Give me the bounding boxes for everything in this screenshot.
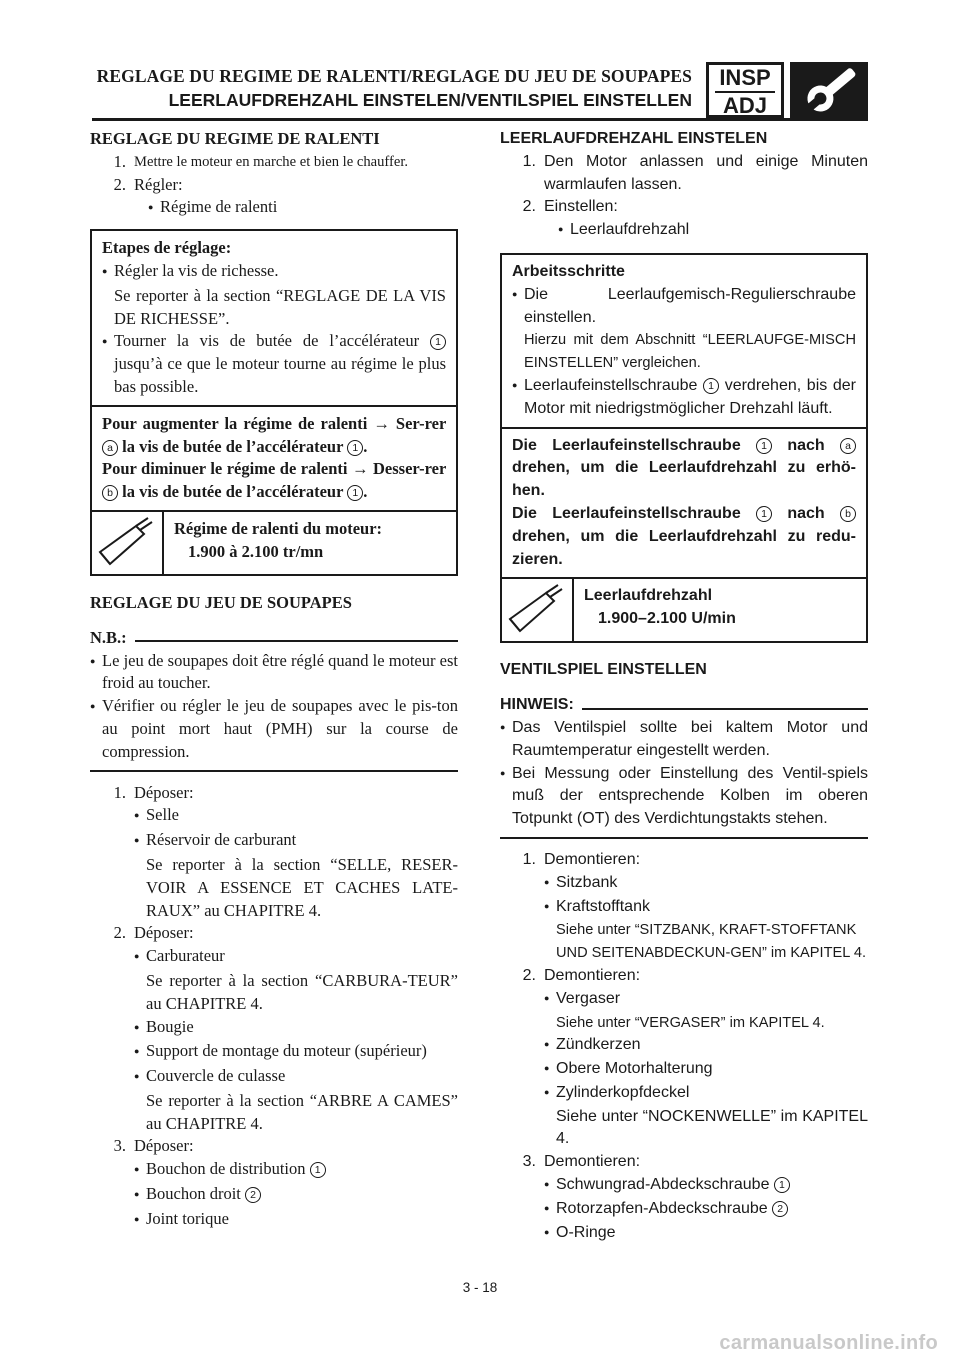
de-step-2 [500,965,868,988]
text-part: drehen, um die Leerlaufdrehzahl zu redu-zieren. [512,527,856,568]
de-box-item-1 [512,284,856,330]
text-part: Die Leerlaufeinstellschraube [512,436,741,454]
header-title-de: LEERLAUFDREHZAHL EINSTELEN/VENTILSPIEL EINSTELLEN [168,90,692,110]
de-idle-step-1 [500,151,868,197]
bullet-text: Das Ventilspiel sollte bei kaltem Motor und Raumtemperatur eingestellt werden. [512,718,868,759]
fr-note-header [90,627,458,650]
text-part: nach [787,504,825,522]
step-text: Den Motor anlassen und einige Minuten warmlaufen lassen. [544,152,868,193]
bullet-icon [544,1034,556,1058]
text-part: Pour augmenter la régime de ralenti → Ser-rer [102,413,446,433]
text-part: verdrehen, bis der Motor mit niedrigstmöglicher Drehzahl läuft. [524,376,856,417]
fr-idle-title: REGLAGE DU REGIME DE RALENTI [90,129,380,148]
fr-adjust-box [90,229,458,576]
fr-s3-item-3 [134,1208,458,1233]
step-text: Déposer: [134,782,194,802]
step-number: 3. [113,1136,126,1156]
fr-idle-step-2-item [90,196,458,221]
bullet-icon [90,650,102,696]
ref-number-2: 2 [772,1201,788,1217]
de-valve-title: VENTILSPIEL EINSTELLEN [500,661,707,679]
fr-step-2 [90,922,458,945]
de-box-item-2 [512,375,856,421]
de-spec-row [502,577,866,641]
note-label: N.B.: [90,627,127,647]
text-part: la vis de butée de l’accélérateur [122,482,344,502]
note-rule [135,640,458,642]
wrench-icon [790,62,868,118]
de-s2-item-1 [544,988,868,1012]
de-box-item-1-ref: Hierzu mit dem Abschnitt “LEERLAUFGE-MISCH EINSTELLEN” vergleichen. [524,332,856,372]
de-idle-step-2 [500,196,868,219]
fr-s3-item-1 [134,1158,458,1183]
spec-tool-icon [92,512,164,574]
ref-number-1: 1 [347,485,363,501]
ref-number-1: 1 [756,506,772,522]
fr-adjust-steps [92,231,456,405]
bullet-text: Vérifier ou régler le jeu de soupapes avec le pis-ton au point mort haut (PMH) sur la course de compression. [102,696,458,761]
fr-adjust-direction [92,405,456,510]
bullet-text: Vergaser [556,989,621,1007]
bullet-icon [148,196,160,221]
de-s1-item-1 [544,872,868,896]
bullet-text: Leerlaufdrehzahl [570,221,690,239]
bullet-icon [134,1183,146,1208]
bullet-icon [134,1016,146,1041]
de-note-header [500,694,868,717]
bullet-icon [134,829,146,854]
fr-step-1-items [90,804,458,922]
fr-spec-values [164,512,456,574]
bullet-text: Bougie [146,1016,194,1036]
step-text: Demontieren: [544,1153,641,1171]
text-part: Tourner la vis de butée de l’accélérateur [114,331,420,351]
fr-s2-item-1 [134,945,458,970]
note-label: HINWEIS: [500,696,574,714]
step-number: 1. [113,151,126,171]
step-text: Déposer: [134,1136,194,1156]
text-part: Bouchon de distribution [146,1159,306,1179]
step-number: 1. [113,782,126,802]
text-part: Rotorzapfen-Abdeckschraube [556,1199,768,1217]
text-part: Pour diminuer le régime de ralenti → Desser-rer [102,459,446,479]
bullet-icon [544,872,556,896]
step-text: Régler: [134,174,183,194]
step-text: Déposer: [134,923,194,943]
bullet-icon [544,1174,556,1198]
bullet-text: Régime de ralenti [160,197,278,217]
bullet-text: Selle [146,805,179,825]
bullet-icon [512,284,524,330]
bullet-text: Zylinderkopfdeckel [556,1083,690,1101]
bullet-text [556,1174,868,1198]
bullet-text: Joint torique [146,1208,229,1228]
fr-box-item-2 [102,330,446,398]
text-part: Leerlaufeinstellschraube [524,376,698,394]
de-s1-item-2 [544,896,868,920]
page-number: 3 - 18 [462,1280,498,1295]
step-number: 3. [522,1153,536,1171]
bullet-text: Le jeu de soupapes doit être réglé quand le moteur est froid au toucher. [102,650,458,693]
de-step-1-items [500,872,868,965]
fr-spec-row [92,510,456,574]
de-s3-item-2 [544,1198,868,1222]
fr-spec-value: 1.900 à 2.100 tr/mn [188,541,324,561]
fr-idle-step-2 [90,174,458,197]
bullet-icon [134,804,146,829]
ref-letter-b: b [102,485,118,501]
fr-increase-text: Pour augmenter la régime de ralenti → Ser-rer a la vis de butée de l’accélérateur 1 . [102,413,446,456]
de-idle-step-2-item [500,219,868,243]
bullet-icon [500,717,512,763]
bullet-icon [544,1222,556,1246]
step-text: Demontieren: [544,850,641,868]
de-s2-item-4-ref: Siehe unter “NOCKENWELLE” im KAPITEL 4. [556,1107,868,1148]
de-s2-item-3 [544,1058,868,1082]
bullet-text: Régler la vis de richesse. [114,260,279,280]
fr-note-2 [90,695,458,763]
de-s2-item-1-ref: Siehe unter “VERGASER” im KAPITEL 4. [556,1014,825,1031]
text-part: jusqu’à ce que le moteur tourne au régime le plus bas possible. [114,354,446,396]
ref-letter-b: b [840,506,856,522]
bullet-text: Support de montage du moteur (supérieur) [146,1041,427,1061]
de-step-1 [500,849,868,872]
de-increase-text [512,435,856,503]
bullet-text: Réservoir de carburant [146,830,297,850]
bullet-text [556,1198,868,1222]
bullet-icon [134,1158,146,1183]
bullet-text: O-Ringe [556,1223,616,1241]
fr-box-item-1 [102,260,446,285]
bullet-icon [102,330,114,398]
fr-note-1 [90,650,458,696]
de-s3-item-3 [544,1222,868,1246]
fr-s1-item-1 [134,804,458,829]
de-decrease-text [512,503,856,571]
text-part: Die Leerlaufeinstellschraube [512,504,741,522]
step-number: 2. [113,923,126,943]
de-spec-value: 1.900–2.100 U/min [598,610,736,628]
bullet-text: Kraftstofftank [556,897,650,915]
fr-s2-item-2 [134,1016,458,1041]
note-rule [582,708,868,710]
bullet-icon [134,1040,146,1065]
fr-box-item-1-ref: Se reporter à la section “REGLAGE DE LA VIS DE RICHESSE”. [114,285,446,328]
de-adjust-steps [502,255,866,427]
note-end-rule [500,837,868,839]
ref-number-1: 1 [703,378,719,394]
step-text: Demontieren: [544,966,641,984]
text-part: Schwungrad-Abdeckschraube [556,1176,770,1194]
bullet-text [146,1183,458,1208]
bullet-icon [544,1082,556,1106]
bullet-icon [134,945,146,970]
de-adjust-box [500,253,868,643]
ref-letter-a: a [840,438,856,454]
header-title-fr: REGLAGE DU REGIME DE RALENTI/REGLAGE DU JEU DE SOUPAPES [96,66,692,86]
text-part: Bouchon droit [146,1184,241,1204]
bullet-text [146,1158,458,1183]
bullet-icon [134,1208,146,1233]
step-text: Mettre le moteur en marche et bien le chauffer. [134,153,409,170]
bullet-text: Zündkerzen [556,1036,641,1054]
step-number: 1. [522,152,536,170]
bullet-icon [90,695,102,763]
fr-step-3 [90,1135,458,1158]
fr-step-1 [90,782,458,805]
fr-box-title: Etapes de réglage: [102,238,232,258]
de-s3-item-1 [544,1174,868,1198]
de-spec-values [574,579,866,641]
ref-number-1: 1 [430,334,446,350]
fr-idle-step-1 [90,151,458,174]
step-number: 2. [522,198,536,216]
bullet-text: Couvercle de culasse [146,1066,286,1086]
fr-step-3-items [90,1158,458,1232]
fr-decrease-text: Pour diminuer le régime de ralenti → Desser-rer b la vis de butée de l’accélérateur 1 . [102,459,446,502]
de-note-2 [500,763,868,831]
de-s1-item-2-ref: Siehe unter “SITZBANK, KRAFT-STOFFTANK UND SEITENABDECKUN-GEN” im KAPITEL 4. [556,922,867,962]
fr-s1-item-2-ref: Se reporter à la section “SELLE, RESER-VOIR A ESSENCE ET CACHES LATE-RAUX” au CHAPITRE 4. [146,854,458,920]
de-idle-title: LEERLAUFDREHZAHL EINSTELEN [500,130,768,147]
bullet-icon [544,988,556,1012]
step-number: 2. [522,966,536,984]
insp-adj-badge [706,62,784,118]
french-column [90,128,458,1233]
fr-s2-item-4-ref: Se reporter à la section “ARBRE A CAMES” au CHAPITRE 4. [146,1090,458,1133]
fr-spec-label: Régime de ralenti du moteur: [174,518,383,538]
ref-number-1: 1 [310,1162,326,1178]
step-number: 1. [522,850,536,868]
bullet-text: Obere Motorhalterung [556,1060,713,1078]
ref-number-1: 1 [756,438,772,454]
fr-s2-item-3 [134,1040,458,1065]
bullet-text: Bei Messung oder Einstellung des Ventil-spiels muß der entsprechende Kolben im oberen Totpunkt (OT) des Verdichtungstakts stehen. [512,764,868,828]
spec-tool-icon [502,579,574,641]
text-part: la vis de butée de l’accélérateur [122,436,344,456]
fr-step-2-items [90,945,458,1135]
watermark: carmanualsonline.info [719,1332,938,1354]
fr-s3-item-2 [134,1183,458,1208]
bullet-text: Sitzbank [556,873,618,891]
badge-top: INSP [719,65,771,90]
fr-valve-title: REGLAGE DU JEU DE SOUPAPES [90,592,352,612]
de-step-3 [500,1151,868,1174]
ref-number-2: 2 [245,1187,261,1203]
text-part: drehen, um die Leerlaufdrehzahl zu erhö-hen. [512,459,856,500]
bullet-icon [544,1198,556,1222]
de-s2-item-4 [544,1082,868,1106]
de-note-1 [500,717,868,763]
bullet-text [524,375,856,421]
wrench-icon-graphic [790,62,868,118]
de-adjust-direction [502,427,866,578]
ref-letter-a: a [102,440,118,456]
bullet-text: Carburateur [146,946,225,966]
fr-s2-item-4 [134,1065,458,1090]
bullet-text: Die Leerlaufgemisch-Regulierschraube einstellen. [524,285,856,326]
bullet-icon [512,375,524,421]
ref-number-1: 1 [774,1177,790,1193]
de-box-title: Arbeitsschritte [512,262,625,280]
german-column [500,128,868,1245]
bullet-icon [500,763,512,831]
de-step-3-items [500,1174,868,1245]
de-spec-label: Leerlaufdrehzahl [584,587,713,605]
text-part: nach [787,436,825,454]
spec-tool-icon-graphic [92,512,162,574]
bullet-icon [544,1058,556,1082]
step-number: 2. [113,174,126,194]
step-text: Einstellen: [544,198,618,216]
badge-bottom: ADJ [722,93,767,118]
header-rule [92,118,868,121]
fr-s2-item-1-ref: Se reporter à la section “CARBURA-TEUR” au CHAPITRE 4. [146,970,458,1013]
bullet-icon [558,219,570,243]
ref-number-1: 1 [347,440,363,456]
fr-s1-item-2 [134,829,458,854]
bullet-icon [102,260,114,285]
de-s2-item-2 [544,1034,868,1058]
bullet-text [114,330,446,398]
note-end-rule [90,770,458,772]
bullet-icon [134,1065,146,1090]
bullet-icon [544,896,556,920]
de-step-2-items [500,988,868,1152]
spec-tool-icon-graphic [502,579,572,641]
